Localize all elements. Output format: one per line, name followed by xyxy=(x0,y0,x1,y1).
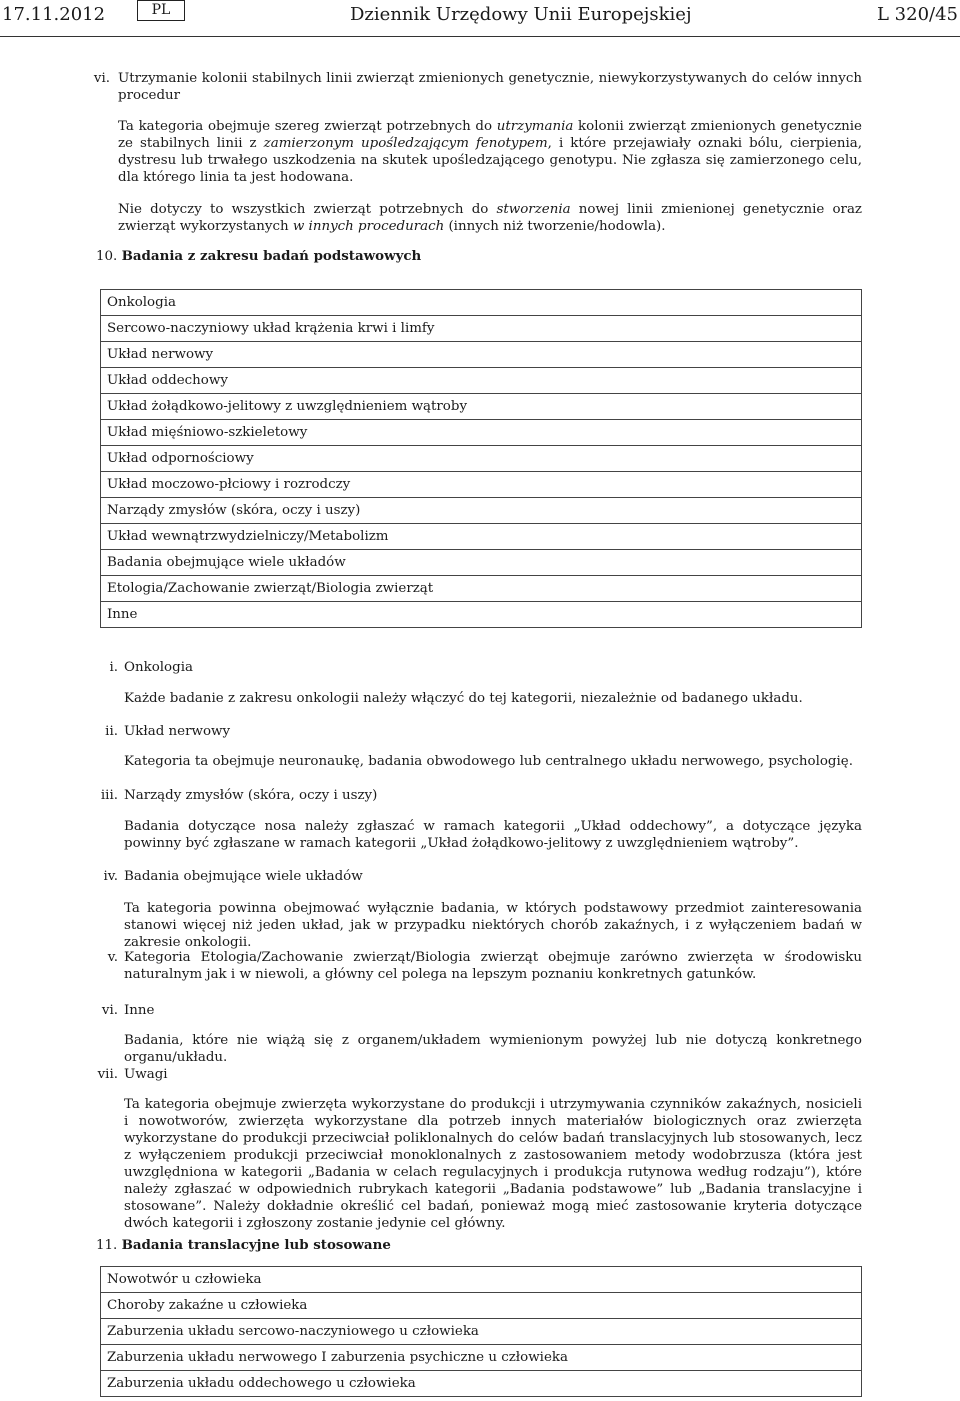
note-vii-title: Uwagi xyxy=(124,1067,168,1082)
note-v-label: v. xyxy=(107,950,118,965)
note-iii-text: Badania dotyczące nosa należy zgłaszać w ramach kategorii „Układ oddechowy”, a dotyczące języka powinny być zgłaszane w ramach kategorii „Układ żołądkowo-jelitowy z uwzględnieniem wątroby”. xyxy=(124,819,862,851)
note-vi-text: Badania, które nie wiążą się z organem/układem wymienionym powyżej lub nie dotyczą konkretnego organu/układu. xyxy=(124,1033,862,1065)
note-i-title: Onkologia xyxy=(124,660,193,675)
table-row xyxy=(101,446,862,472)
category-cell: Choroby zakaźne u człowieka xyxy=(101,1293,862,1319)
note-vi-title: Inne xyxy=(124,1003,155,1018)
table-row xyxy=(101,472,862,498)
table-row xyxy=(101,316,862,342)
table-row xyxy=(101,1345,862,1371)
note-iv-text: Ta kategoria powinna obejmować wyłącznie badania, w których podstawowy przedmiot zainteresowania stanowi więcej niż jeden układ, jak w przypadku niektórych chorób zakaźnych, i z wyłączeniem badań w zakresie onkologii. xyxy=(124,901,862,950)
table-row xyxy=(101,524,862,550)
note-vi-label: vi. xyxy=(101,1003,118,1018)
section-10-heading xyxy=(96,248,856,265)
section-11-number: 11. xyxy=(96,1238,118,1253)
table-row xyxy=(101,550,862,576)
category-cell: Onkologia xyxy=(101,290,862,316)
translational-research-categories-table xyxy=(100,1266,862,1397)
note-iv-title: Badania obejmujące wiele układów xyxy=(124,869,363,884)
table-row xyxy=(101,342,862,368)
category-cell: Etologia/Zachowanie zwierząt/Biologia zwierząt xyxy=(101,576,862,602)
note-vii-text: Ta kategoria obejmuje zwierzęta wykorzystane do produkcji i utrzymywania czynników zakaźnych, nosicieli i nowotworów, zwierzęta wykorzystane dla potrzeb innych materiałów biologicznych oraz zwierzęta wykorzystane do produkcji przeciwciał poliklonalnych do celów badań translacyjnych lub stosowanych, lecz z wyłączeniem produkcji przeciwciał monoklonalnych z zastosowaniem metody wodobrzusza (która jest uwzględniona w kategorii „Badania w celach regulacyjnych i produkcja rutynowa według rodzaju”), które należy zgłaszać w odpowiednich rubrykach kategorii „Badania podstawowe” lub „Badania translacyjne i stosowane”. Należy dokładnie określić cel badań, ponieważ mogą mieć zastosowanie kryteria dotyczące dwóch kategorii i zgłoszony zostanie jedynie cel główny. xyxy=(124,1097,862,1231)
section-10-number: 10. xyxy=(96,249,118,264)
note-iii-label: iii. xyxy=(100,788,118,803)
category-cell: Sercowo-naczyniowy układ krążenia krwi i limfy xyxy=(101,316,862,342)
category-cell: Zaburzenia układu sercowo-naczyniowego u człowieka xyxy=(101,1319,862,1345)
language-badge: PL xyxy=(137,0,185,21)
category-cell: Zaburzenia układu nerwowego I zaburzenia psychiczne u człowieka xyxy=(101,1345,862,1371)
note-ii-title: Układ nerwowy xyxy=(124,724,231,739)
header-divider xyxy=(0,36,960,37)
note-iii-title: Narządy zmysłów (skóra, oczy i uszy) xyxy=(124,788,378,803)
table-row xyxy=(101,498,862,524)
section-vi-label: vi. xyxy=(93,71,110,86)
table-row xyxy=(101,420,862,446)
note-ii-label: ii. xyxy=(105,724,118,739)
journal-title: Dziennik Urzędowy Unii Europejskiej xyxy=(350,4,692,25)
table-row xyxy=(101,394,862,420)
table-row xyxy=(101,576,862,602)
note-i-text: Każde badanie z zakresu onkologii należy włączyć do tej kategorii, niezależnie od badanego układu. xyxy=(124,691,803,706)
category-cell: Układ odpornościowy xyxy=(101,446,862,472)
category-cell: Badania obejmujące wiele układów xyxy=(101,550,862,576)
page-header xyxy=(0,0,960,38)
page-reference: L 320/45 xyxy=(877,4,958,25)
note-i-label: i. xyxy=(109,660,118,675)
table-row xyxy=(101,1319,862,1345)
note-ii-text: Kategoria ta obejmuje neuronaukę, badania obwodowego lub centralnego układu nerwowego, psychologię. xyxy=(124,754,853,769)
category-cell: Układ nerwowy xyxy=(101,342,862,368)
table-row xyxy=(101,602,862,628)
section-vi-paragraph-1: Ta kategoria obejmuje szereg zwierząt potrzebnych do utrzymania kolonii zwierząt zmienionych genetycznie ze stabilnych linii z zamierzonym upośledzającym fenotypem, i które przejawiały oznaki bólu, cierpienia, dystresu lub trwałego uszkodzenia na skutek upośledzającego genotypu. Nie zgłasza się zamierzonego celu, dla którego linia ta jest hodowana. xyxy=(118,119,862,185)
note-vii-label: vii. xyxy=(97,1067,118,1082)
table-row xyxy=(101,1371,862,1397)
section-vi-title: Utrzymanie kolonii stabilnych linii zwierząt zmienionych genetycznie, niewykorzystywanych do celów innych procedur xyxy=(118,71,862,103)
section-10-title: Badania z zakresu badań podstawowych xyxy=(121,248,422,264)
publication-date: 17.11.2012 xyxy=(2,4,106,25)
category-cell: Układ wewnątrzwydzielniczy/Metabolizm xyxy=(101,524,862,550)
category-cell: Układ mięśniowo-szkieletowy xyxy=(101,420,862,446)
section-11-title: Badania translacyjne lub stosowane xyxy=(121,1237,391,1253)
section-11-heading xyxy=(96,1237,856,1254)
section-vi-paragraph-2: Nie dotyczy to wszystkich zwierząt potrzebnych do stworzenia nowej linii zmienionej genetycznie oraz zwierząt wykorzystanych w innych procedurach (innych niż tworzenie/hodowla). xyxy=(118,202,862,234)
category-cell: Nowotwór u człowieka xyxy=(101,1267,862,1293)
note-iv-label: iv. xyxy=(103,869,118,884)
category-cell: Układ żołądkowo-jelitowy z uwzględnieniem wątroby xyxy=(101,394,862,420)
table-row xyxy=(101,1267,862,1293)
category-cell: Układ oddechowy xyxy=(101,368,862,394)
basic-research-categories-table xyxy=(100,289,862,628)
category-cell: Inne xyxy=(101,602,862,628)
table-row xyxy=(101,368,862,394)
category-cell: Zaburzenia układu oddechowego u człowieka xyxy=(101,1371,862,1397)
note-v-text: Kategoria Etologia/Zachowanie zwierząt/Biologia zwierząt obejmuje zarówno zwierzęta w środowisku naturalnym jak i w niewoli, a główny cel polega na lepszym poznaniu konkretnych gatunków. xyxy=(124,950,862,982)
category-cell: Narządy zmysłów (skóra, oczy i uszy) xyxy=(101,498,862,524)
table-row xyxy=(101,1293,862,1319)
category-cell: Układ moczowo-płciowy i rozrodczy xyxy=(101,472,862,498)
table-row xyxy=(101,290,862,316)
